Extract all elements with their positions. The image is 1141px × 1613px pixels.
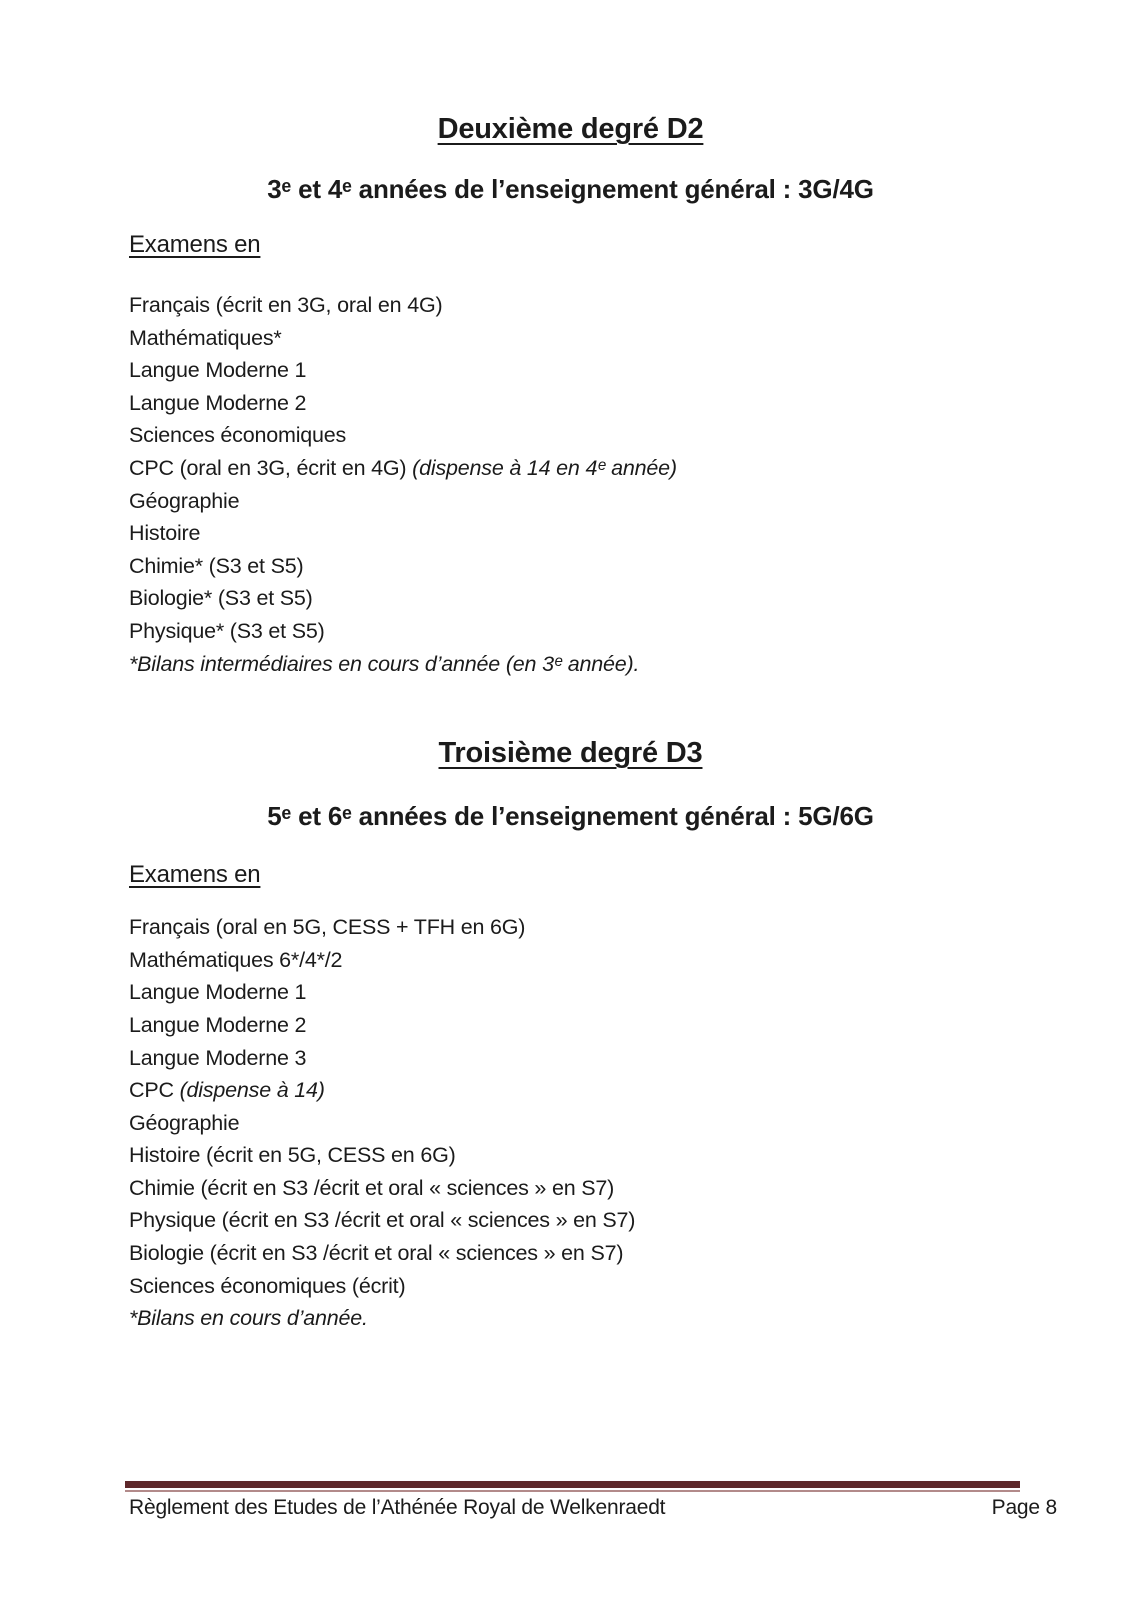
list-heading-d3: Examens en <box>129 861 261 889</box>
list-item: Chimie* (S3 et S5) <box>129 553 304 578</box>
exam-list-d3 <box>129 911 1012 1335</box>
section-title-d3: Troisième degré D3 <box>438 737 703 770</box>
footer-rule-thick <box>125 1481 1020 1488</box>
list-item: CPC (oral en 3G, écrit en 4G) (dispense à 14 en 4ᵉ année) <box>129 455 677 480</box>
list-item: Biologie* (S3 et S5) <box>129 586 313 611</box>
page-number: Page 8 <box>991 1496 1057 1519</box>
list-item: Langue Moderne 2 <box>129 390 307 415</box>
list-item: Histoire <box>129 521 201 546</box>
exam-list-d2 <box>129 289 1012 680</box>
list-item: Sciences économiques <box>129 423 347 448</box>
list-item: Mathématiques 6*/4*/2 <box>129 947 343 972</box>
list-item: CPC (dispense à 14) <box>129 1078 325 1103</box>
list-item: Langue Moderne 2 <box>129 1012 307 1037</box>
page-footer <box>125 1481 1057 1521</box>
list-item: Mathématiques* <box>129 325 282 350</box>
list-item: Géographie <box>129 1110 240 1135</box>
section-subtitle-d3: 5ᵉ et 6ᵉ années de l’enseignement général : 5G/6G <box>267 801 874 832</box>
list-item: Géographie <box>129 488 240 513</box>
footer-document-title: Règlement des Etudes de l’Athénée Royal de Welkenraedt <box>129 1496 666 1519</box>
document-page <box>129 0 1012 1335</box>
list-item: Sciences économiques (écrit) <box>129 1273 406 1298</box>
list-item: Langue Moderne 3 <box>129 1045 307 1070</box>
list-item-footnote: *Bilans intermédiaires en cours d’année (en 3ᵉ année). <box>129 651 640 676</box>
list-item: Langue Moderne 1 <box>129 980 307 1005</box>
list-item: Langue Moderne 1 <box>129 358 307 383</box>
list-item: Biologie (écrit en S3 /écrit et oral « sciences » en S7) <box>129 1241 624 1266</box>
footer-rule-thin <box>125 1490 1020 1492</box>
section-title-d2: Deuxième degré D2 <box>437 113 704 145</box>
list-item: Chimie (écrit en S3 /écrit et oral « sciences » en S7) <box>129 1175 615 1200</box>
section-subtitle-d2: 3ᵉ et 4ᵉ années de l’enseignement général : 3G/4G <box>267 174 874 204</box>
list-heading-d2: Examens en <box>129 231 261 258</box>
list-item: Histoire (écrit en 5G, CESS en 6G) <box>129 1143 456 1168</box>
list-item-footnote: *Bilans en cours d’année. <box>129 1306 368 1331</box>
list-item: Français (oral en 5G, CESS + TFH en 6G) <box>129 915 526 940</box>
list-item: Physique (écrit en S3 /écrit et oral « sciences » en S7) <box>129 1208 636 1233</box>
list-item: Français (écrit en 3G, oral en 4G) <box>129 293 443 317</box>
list-item: Physique* (S3 et S5) <box>129 618 325 643</box>
